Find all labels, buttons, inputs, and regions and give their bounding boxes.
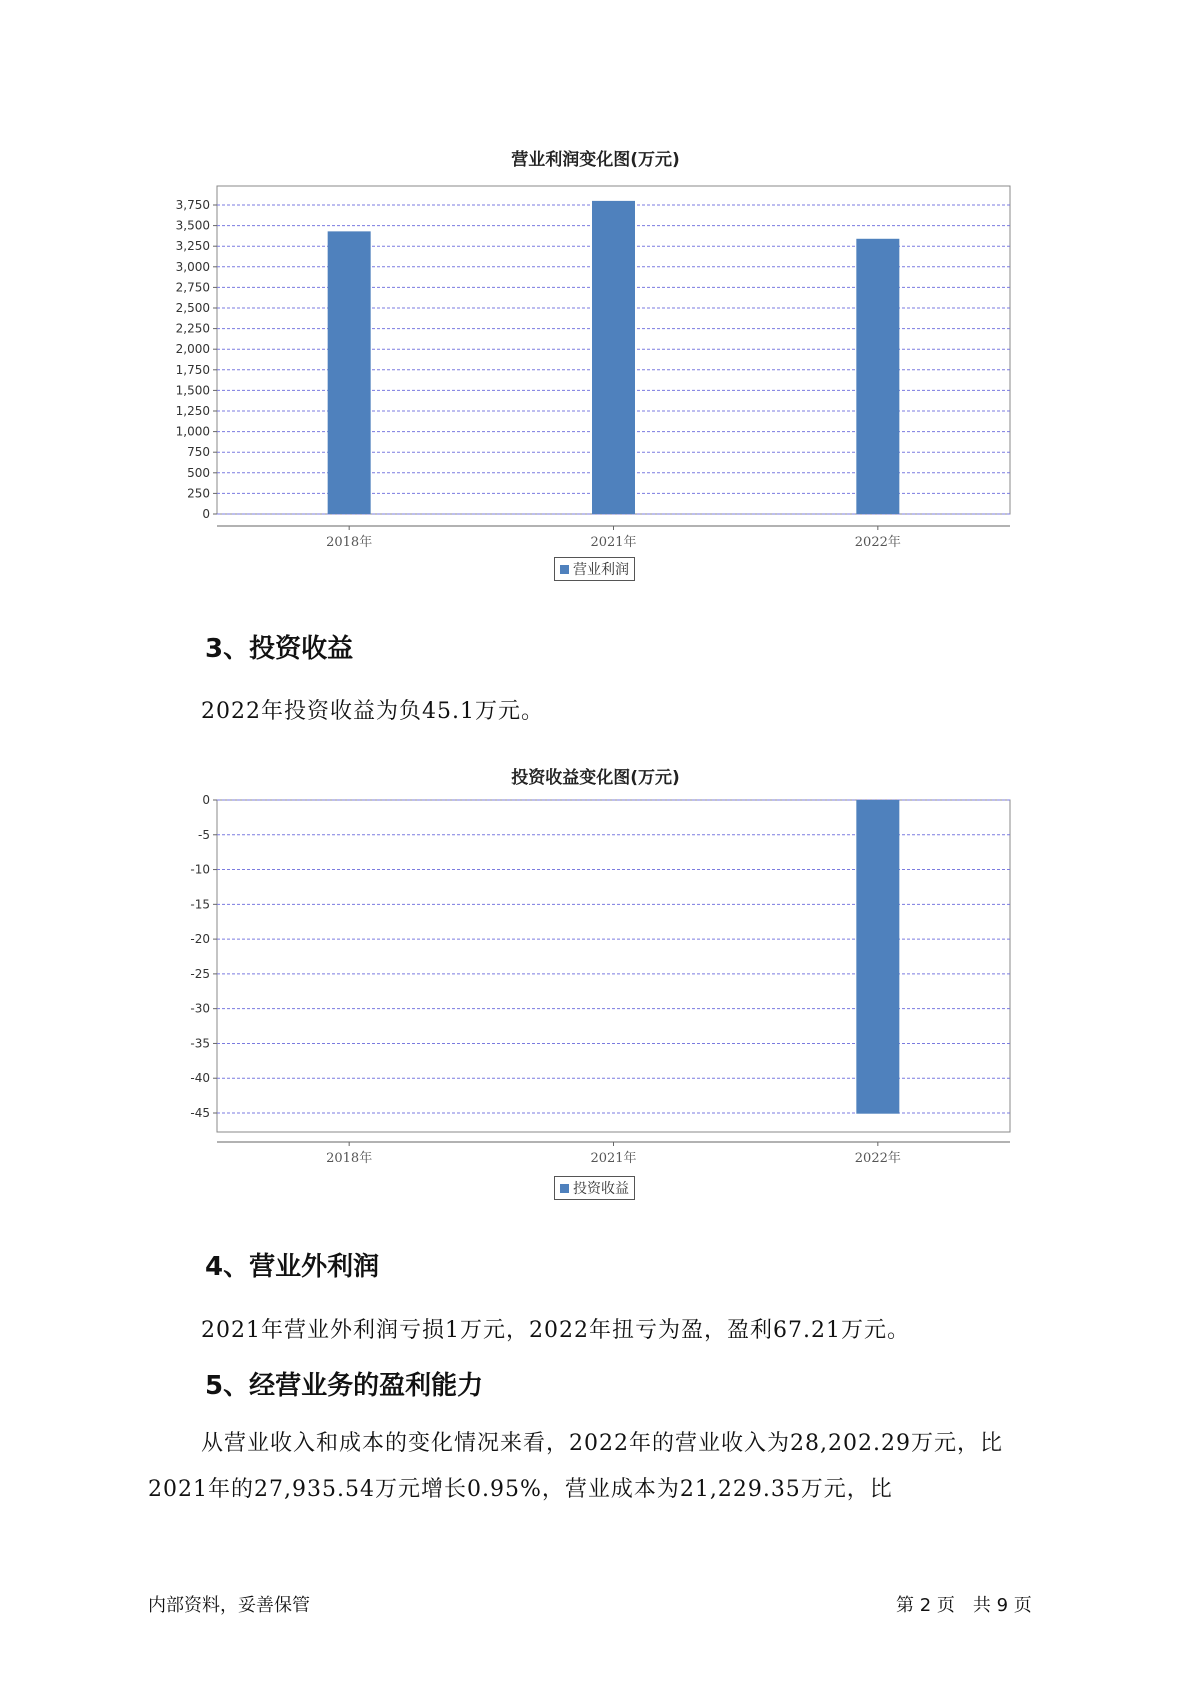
y-tick-label: 3,250 [175,239,210,254]
x-tick-label: 2018年 [326,535,373,550]
y-tick-label: 2,500 [175,301,210,315]
legend-label: 投资收益 [573,1181,629,1197]
y-tick-label: 0 [202,793,210,807]
footer-confidential-note: 内部资料，妥善保管 [148,1595,310,1616]
y-tick-label: 1,000 [175,424,210,439]
bar [856,800,899,1114]
y-tick-label: -15 [190,897,210,912]
y-tick-label: 1,250 [175,404,210,418]
section-heading: 4、营业外利润 [205,1252,380,1282]
y-tick-label: 1,750 [175,362,210,377]
section-heading: 5、经营业务的盈利能力 [205,1371,484,1401]
x-tick-label: 2022年 [854,535,901,550]
y-tick-label: 0 [202,507,210,521]
y-tick-label: -25 [190,966,210,981]
legend-swatch [560,1184,569,1193]
y-tick-label: -20 [190,932,210,947]
chart-title-operating-profit: 营业利润变化图(万元) [511,150,680,170]
section-text: 2022年投资收益为负45.1万元。 [201,699,544,724]
footer-page-number: 第 2 页 共 9 页 [896,1595,1032,1616]
x-tick-label: 2018年 [326,1151,373,1166]
y-tick-label: 3,500 [175,218,210,233]
x-tick-label: 2021年 [590,535,637,550]
y-tick-label: -45 [190,1106,210,1120]
y-tick-label: -30 [190,1001,210,1016]
chart-title-investment-income: 投资收益变化图(万元) [511,768,680,788]
y-tick-label: -40 [190,1071,210,1086]
legend-label: 营业利润 [573,562,629,578]
legend-investment-income [554,1176,635,1200]
y-tick-label: -35 [190,1036,210,1051]
section-heading: 3、投资收益 [205,634,354,664]
y-tick-label: 500 [187,465,210,480]
y-tick-label: 3,000 [175,259,210,274]
y-tick-label: 3,750 [175,198,210,212]
y-tick-label: 2,750 [175,280,210,295]
y-tick-label: 250 [187,486,210,501]
x-tick-label: 2022年 [854,1151,901,1166]
y-tick-label: -5 [198,827,210,842]
y-tick-label: 2,000 [175,342,210,357]
section-text: 2021年营业外利润亏损1万元，2022年扭亏为盈，盈利67.21万元。 [201,1318,910,1343]
x-tick-label: 2021年 [590,1151,637,1166]
y-tick-label: 750 [187,445,210,460]
y-tick-label: -10 [190,862,210,877]
y-tick-label: 2,250 [175,321,210,336]
y-tick-label: 1,500 [175,383,210,398]
section-text: 从营业收入和成本的变化情况来看，2022年的营业收入为28,202.29万元，比2021年的27,935.54万元增长0.95%，营业成本为21,229.35万元，比 [148,1431,1003,1502]
